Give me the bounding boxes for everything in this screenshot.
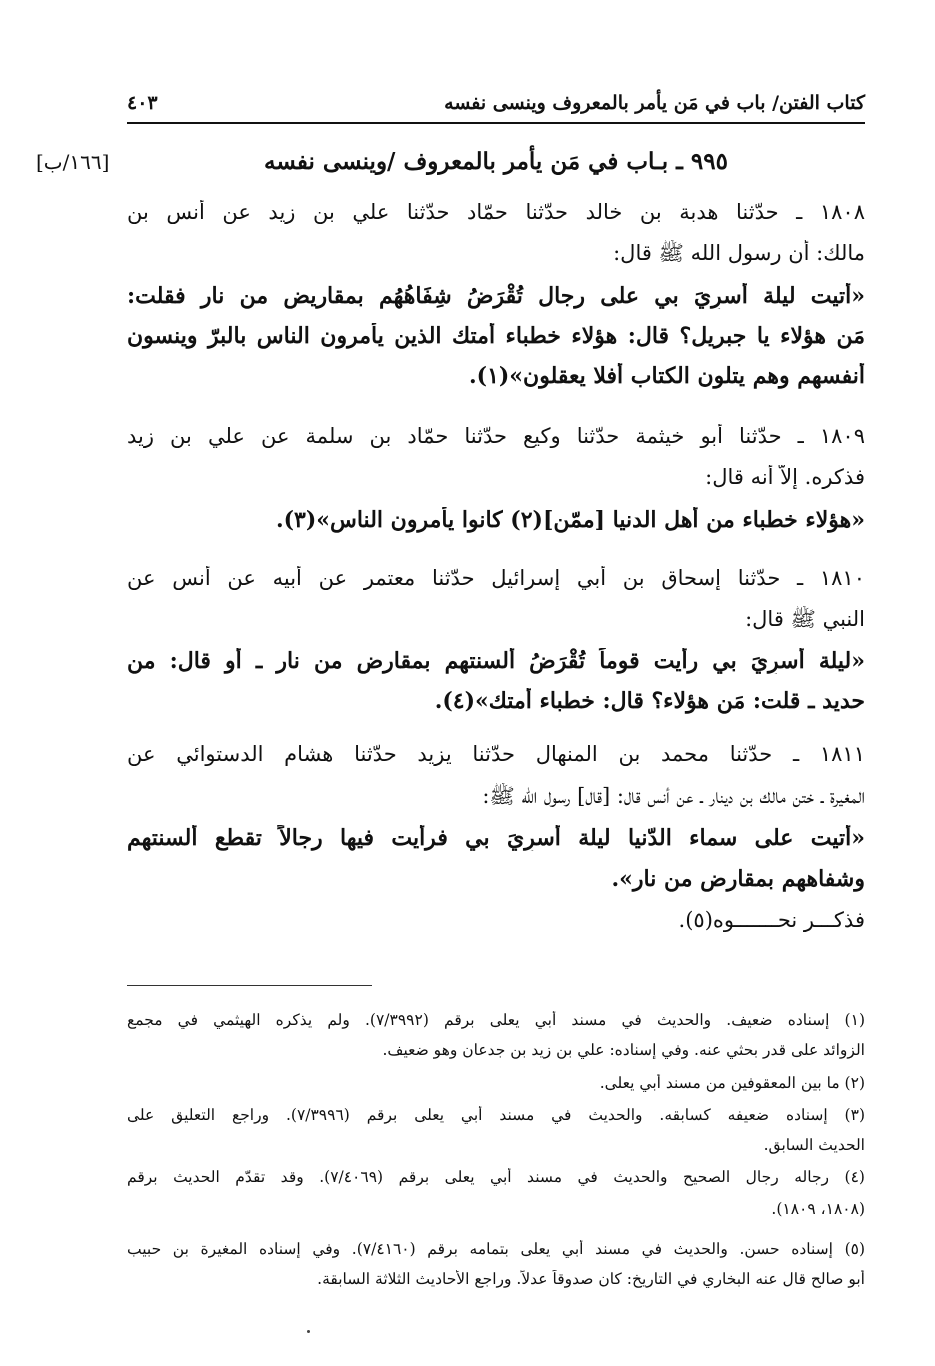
speck — [307, 1330, 310, 1333]
body-line: مالك: أن رسول الله ﷺ قال: — [613, 241, 865, 265]
chapter-heading: ٩٩٥ ـ بـاب في مَن يأمر بالمعروف /وينسى نفسه — [264, 148, 728, 175]
body-line: فذكره. إلاّ أنه قال: — [705, 465, 865, 489]
footnote-line: (٣) إسناده ضعيفه كسابقه. والحديث في مسند أبي يعلى برقم (٧/٣٩٩٦). وراجع التعليق على — [127, 1106, 865, 1124]
footnote-line: الحديث السابق. — [763, 1136, 865, 1154]
running-header — [127, 88, 865, 118]
body-line: ١٨١٠ ـ حدّثنا إسحاق بن أبي إسرائيل حدّثنا معتمر عن أبيه عن أنس عن — [127, 566, 865, 590]
body-line: ١٨١١ ـ حدّثنا محمد بن المنهال حدّثنا يزيد حدّثنا هشام الدستوائي عن — [127, 742, 865, 766]
footnote-line: الزوائد على قدر بحثي عنه. وفي إسناده: علي بن زيد بن جدعان وهو ضعيف. — [382, 1041, 865, 1059]
footnote-line: (٤) رجاله رجال الصحيح والحديث في مسند أبي يعلى برقم (٧/٤٠٦٩). وقد تقدّم الحديث برقم — [127, 1168, 865, 1186]
body-line: النبي ﷺ قال: — [745, 607, 865, 631]
footnote-line: (١) إسناده ضعيف. والحديث في مسند أبي يعلى برقم (٧/٣٩٩٢). ولم يذكره الهيثمي في مجمع — [127, 1011, 865, 1029]
body-line: «أتيت على سماء الدّنيا ليلة أُسرِيَ بي فرأيت فيها رجالاً تقطع ألسنتهم — [127, 825, 865, 851]
body-line: أنفسهم وهم يتلون الكتاب أفلا يعقلون»(١). — [468, 363, 865, 389]
running-title: كتاب الفتن/ باب في مَن يأمر بالمعروف وينسى نفسه — [444, 92, 865, 114]
footnote-rule — [127, 985, 372, 986]
body-line: مَن هؤلاء يا جبريل؟ قال: هؤلاء خطباء أمتك الذين يأمرون الناس بالبرّ وينسون — [127, 323, 865, 349]
body-line: ١٨٠٩ ـ حدّثنا أبو خيثمة حدّثنا وكيع حدّثنا حمّاد بن سلمة عن علي بن زيد — [127, 424, 865, 448]
marginal-reference: [١٦٦/ب] — [36, 150, 110, 174]
body-line: «هؤلاء خطباء من أهل الدنيا [ممّن](٢) كانوا يأمرون الناس»(٣). — [275, 507, 865, 533]
footnote-line: (٥) إسناده حسن. والحديث في مسند أبي يعلى بتمامه برقم (٧/٤١٦٠). وفي إسناده المغيرة بن حبيب — [127, 1240, 865, 1258]
body-line: «ليلة أُسرِيَ بي رأيت قوماً تُقْرَضُ ألسنتهم بمقارض من نار ـ أو قال: من — [127, 648, 865, 674]
footnote-line: أبو صالح قال عنه البخاري في التاريخ: كان صدوقاً عدلاً. وراجع الأحاديث الثلاثة السابقة. — [317, 1270, 865, 1288]
body-line: فذكـــر نحـــــــوه(٥). — [678, 908, 865, 932]
header-rule — [127, 122, 865, 124]
body-line: المغيرة ـ ختن مالك بن دينار ـ عن أنس قال: [قال] رسول الله ﷺ: — [482, 784, 865, 808]
footnote-line: (٢) ما بين المعقوفين من مسند أبي يعلى. — [599, 1074, 865, 1092]
footnote-line: (١٨٠٨، ١٨٠٩). — [771, 1200, 865, 1218]
body-line: «أتيت ليلة أُسرِيَ بي على رجال تُقْرَضُ شِفَاهُهُم بمقاريض من نار فقلت: — [127, 283, 865, 309]
page-number: ٤٠٣ — [127, 92, 158, 114]
body-line: وشفاههم بمقارض من نار». — [611, 866, 865, 892]
body-line: حديد ـ قلت: مَن هؤلاء؟ قال: خطباء أمتك»(٤). — [434, 688, 865, 714]
body-line: ١٨٠٨ ـ حدّثنا هدبة بن خالد حدّثنا حمّاد حدّثنا علي بن زيد عن أنس بن — [127, 200, 865, 224]
